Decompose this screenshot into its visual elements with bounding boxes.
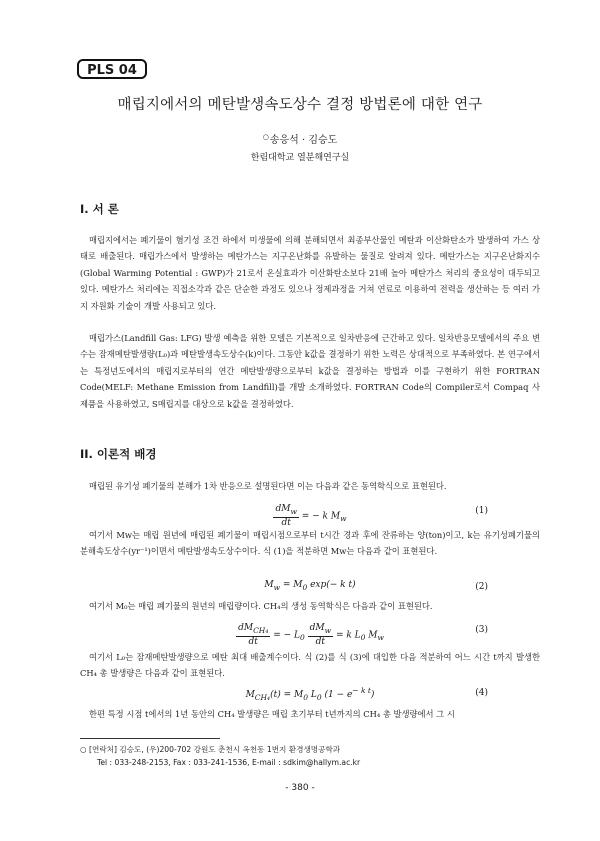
paper-title: 매립지에서의 메탄발생속도상수 결정 방법론에 대한 연구: [117, 97, 483, 113]
authors: [0, 131, 600, 146]
theory-paragraph-4: 여기서 L₀는 잠재메탄발생량으로 메탄 최대 배출계수이다. 식 (2)를 식 (3)에 대입한 다음 적분하여 어느 시간 t까지 발생한 CH₄ 총 발생량은 다음과 같이 표현된다.: [80, 652, 540, 679]
theory-paragraph-3: 여기서 M₀는 매립 폐기물의 원년의 매립량이다. CH₄의 생성 동역학식은 다음과 같이 표현된다.: [89, 601, 433, 611]
affiliation: 한림대학교 열분해연구실: [250, 153, 350, 163]
equation-1-number: (1): [475, 506, 488, 516]
equation-4-number: (4): [475, 688, 488, 698]
equation-2-number: (2): [475, 582, 488, 592]
footnote-contact: ○ [연락처] 김승도, (우)200-702 강원도 춘천시 옥천동 1번지 환경생명공학과: [80, 745, 341, 754]
author-names: 송응석 · 김승도: [269, 135, 338, 146]
paper-code-badge: PLS 04: [77, 59, 147, 79]
section-heading-theory: II. 이론적 배경: [80, 447, 157, 461]
equation-4: $M_{CH_4}(t) = M_0$ $L_0$ $(1 - e^{- k t})$ (4): [245, 686, 488, 702]
footnote-tel-email: Tel : 033-248-2153, Fax : 033-241-1536, E-mail : sdkim@hallym.ac.kr: [97, 758, 361, 767]
equation-1: $\frac{dM_w}{dt}$ = − k $M_w$ (1): [275, 504, 488, 528]
presenter-mark: ○: [262, 132, 269, 141]
equation-3-number: (3): [475, 625, 488, 635]
equation-3: $\frac{dM_{CH_4}}{dt}$ = − $L_0$ $\frac{dM_w}{dt}$ = k $L_0$ $M_w$ (3): [238, 623, 488, 647]
intro-paragraph-2: 매립가스(Landfill Gas: LFG) 발생 예측을 위한 모델은 기본적으로 일차반응에 근간하고 있다. 일차반응모델에서의 주요 변수는 잠재메탄발생량(L₀)과 메탄발생속도상수(k)이다. 그동안 k값을 결정하기 위한 노력은 상대적으로 부족하였다. 본 연구에서는 특정년도에서의 매립지로부터의 연간 메탄발생량으로부터 k값을 결정하는 방법과 이를 구현하기 위한 FORTRAN Code(MELF: Methane Emission from Landfill)를 개발 소개하였다. FORTRAN Code의 Compiler로서 Compaq 사 제품을 사용하였고, S매립지를 대상으로 k값을 결정하였다.: [80, 333, 540, 409]
page-number: - 380 -: [285, 783, 315, 793]
theory-paragraph-2: 여기서 Mw는 매립 원년에 매립된 폐기물이 매립시점으로부터 t시간 경과 후에 잔류하는 양(ton)이고, k는 유기성폐기물의 분해속도상수(yr⁻¹)이면서 메탄발생속도상수이다. 식 (1)을 적분하면 Mw는 다음과 같이 표현된다.: [80, 530, 540, 557]
equation-2: $M_w = M_0$ exp(− k t) (2): [264, 580, 488, 592]
intro-paragraph-1: 매립지에서는 폐기물이 혐기성 조건 하에서 미생물에 의해 분해되면서 최종부산물인 메탄과 이산화탄소가 발생하여 가스 상태로 배출된다. 매립가스에서 발생하는 메탄가스는 지구온난화를 유발하는 물질로 알려져 있다. 메탄가스는 지구온난화지수(Global Warming Potential : GWP)가 21로서 온실효과가 이산화탄소보다 21배 높아 메탄가스 처리의 중요성이 대두되고 있다. 메탄가스 처리에는 직접소각과 같은 단순한 과정도 있으나 정제과정을 거쳐 연료로 이용하여 전력을 생산하는 등 여러 가지 자원화 기술이 개발 사용되고 있다.: [80, 235, 540, 311]
footnote-divider: [80, 738, 220, 739]
theory-paragraph-5: 한편 특정 시점 t에서의 1년 동안의 CH₄ 발생량은 매립 초기부터 t년까지의 CH₄ 총 발생량에서 그 시: [89, 709, 455, 719]
theory-paragraph-1: 매립된 유기성 폐기물의 분해가 1차 반응으로 설명된다면 이는 다음과 같은 동역학식으로 표현된다.: [89, 481, 447, 491]
section-heading-intro: I. 서 론: [80, 202, 119, 216]
